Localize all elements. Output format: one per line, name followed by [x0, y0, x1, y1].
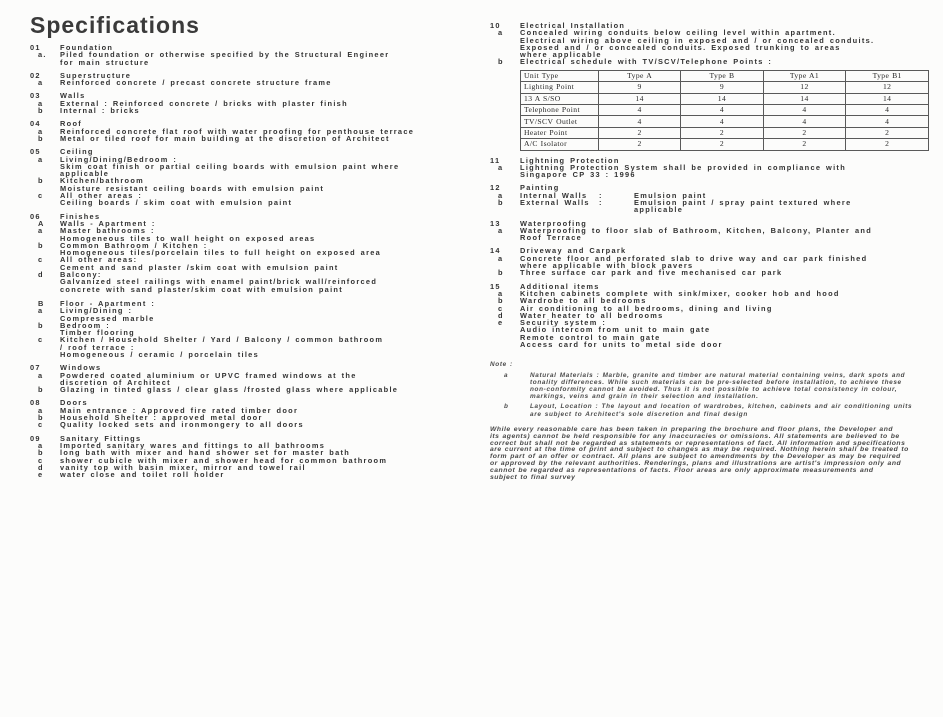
- text-line: Concealed wiring conduits below ceiling level within apartment.: [520, 28, 836, 38]
- section-number: 15: [490, 281, 501, 291]
- section-number: 03: [30, 91, 41, 101]
- note-item-text: [530, 403, 929, 417]
- table-row-label: Heater Point: [521, 127, 599, 138]
- text-line: applicable: [634, 205, 684, 215]
- item-text: [60, 471, 476, 478]
- note-item-text: [530, 372, 929, 401]
- table-cell: 4: [763, 104, 846, 115]
- spec-item: [30, 107, 476, 114]
- spec-section: [490, 157, 929, 179]
- section-title: Sanitary Fittings: [60, 433, 142, 443]
- spec-item: [30, 471, 476, 478]
- item-label: b: [498, 57, 504, 67]
- item-text: [520, 269, 929, 276]
- spec-item: [30, 156, 476, 178]
- spec-item: [490, 269, 929, 276]
- item-label: e: [38, 470, 44, 480]
- text-line: where applicable: [520, 50, 602, 60]
- table-cell: 2: [598, 139, 680, 150]
- item-label: B: [38, 298, 45, 308]
- right-sections-container: [490, 22, 929, 348]
- section-number: 08: [30, 398, 41, 408]
- item-definition: [634, 199, 929, 214]
- item-label: a: [38, 370, 44, 380]
- section-number: 07: [30, 363, 41, 373]
- text-line: Air conditioning to all bedrooms, dining and living: [520, 303, 773, 313]
- item-label: c: [498, 303, 504, 313]
- note-heading: Note :: [490, 361, 513, 369]
- text-line: Ceiling boards / skim coat with emulsion paint: [60, 198, 293, 208]
- text-line: cannot be regarded as representations of facts. Floor areas are only approximate measurements and: [490, 467, 874, 475]
- table-header-cell: Type A1: [763, 70, 846, 81]
- item-label: a: [498, 253, 504, 263]
- spec-item: [490, 227, 929, 242]
- spec-item: [30, 336, 476, 358]
- text-line: Balcony:: [60, 270, 102, 280]
- text-line: Kitchen cabinets complete with sink/mixer, cooker hob and hood: [520, 288, 840, 298]
- text-line: Skim coat finish or partial ceiling boards with emulsion paint where: [60, 161, 400, 171]
- section-title: Superstructure: [60, 70, 132, 80]
- text-line: Timber flooring: [60, 328, 135, 338]
- spec-section: [490, 22, 929, 151]
- item-text: [60, 51, 476, 66]
- item-label: d: [38, 270, 44, 280]
- table-cell: 4: [846, 116, 929, 127]
- item-label: a: [38, 405, 44, 415]
- item-label: a: [498, 288, 504, 298]
- item-label: d: [498, 310, 504, 320]
- spec-section: [30, 213, 476, 359]
- text-line: Moisture resistant ceiling boards with emulsion paint: [60, 183, 325, 193]
- note-item: [490, 372, 929, 401]
- item-label: b: [38, 413, 44, 423]
- text-line: Reinforced concrete flat roof with water proofing for penthouse terrace: [60, 126, 415, 136]
- item-label: b: [38, 133, 44, 143]
- text-line: Layout, Location : The layout and location of wardrobes, kitchen, cabinets and air conditioning units: [530, 403, 913, 411]
- section-title: Windows: [60, 363, 102, 373]
- text-line: correct but shall not be regarded as statements or representations of fact. All information and specifications: [490, 439, 906, 447]
- spec-item: [30, 242, 476, 257]
- text-line: Electrical wiring above ceiling in exposed and / or concealed conduits.: [520, 35, 875, 45]
- item-label: c: [38, 420, 44, 430]
- item-text: [520, 319, 929, 348]
- spec-section: [30, 120, 476, 142]
- text-line: Homogeneous tiles/porcelain tiles to full height on exposed area: [60, 248, 382, 258]
- table-header-cell: Type B: [681, 70, 763, 81]
- spec-item: [30, 372, 476, 387]
- item-label: a.: [38, 50, 47, 60]
- item-text: [520, 199, 929, 214]
- section-title: Driveway and Carpark: [520, 246, 627, 256]
- disclaimer-paragraph: [490, 427, 929, 482]
- item-label: b: [38, 448, 44, 458]
- text-line: While every reasonable care has been taken in preparing the brochure and floor plans, the Developer and: [490, 425, 894, 433]
- text-line: Kitchen / Household Shelter / Yard / Balcony / common bathroom: [60, 335, 384, 345]
- table-header-row: [521, 70, 929, 81]
- section-number: 06: [30, 211, 41, 221]
- spec-section: [490, 220, 929, 242]
- table-row: [521, 104, 929, 115]
- text-line: Singapore CP 33 : 1996: [520, 170, 636, 180]
- item-text: [60, 372, 476, 387]
- spec-section: [490, 247, 929, 276]
- text-line: Water heater to all bedrooms: [520, 310, 664, 320]
- text-line: Roof Terrace: [520, 233, 583, 243]
- table-row: [521, 127, 929, 138]
- item-label: a: [498, 225, 504, 235]
- item-label: a: [38, 226, 44, 236]
- section-number: 13: [490, 218, 501, 228]
- section-title: Waterproofing: [520, 218, 588, 228]
- text-line: Quality locked sets and ironmongery to all doors: [60, 420, 304, 430]
- text-line: vanity top with basin mixer, mirror and towel rail: [60, 462, 306, 472]
- item-label: b: [38, 176, 44, 186]
- text-line: are current at the time of print and subject to changes as may be required. Nothing herein shall be treated to: [490, 446, 909, 454]
- item-label: A: [38, 218, 45, 228]
- text-line: long bath with mixer and hand shower set for master bath: [60, 448, 351, 458]
- table-cell: 2: [598, 127, 680, 138]
- table-cell: 2: [681, 139, 763, 150]
- spec-item: [30, 421, 476, 428]
- section-title: Doors: [60, 398, 88, 408]
- note-item-label: b: [504, 403, 509, 411]
- table-row-label: Telephone Point: [521, 104, 599, 115]
- table-row: [521, 82, 929, 93]
- item-label: a: [38, 154, 44, 164]
- section-number: 14: [490, 246, 501, 256]
- item-text: [60, 336, 476, 358]
- item-colon: :: [599, 198, 603, 207]
- table-cell: 2: [846, 139, 929, 150]
- item-text: [60, 135, 476, 142]
- spec-section: [30, 399, 476, 428]
- spec-item: [30, 227, 476, 242]
- table-cell: 12: [763, 82, 846, 93]
- table-header-cell: Type A: [598, 70, 680, 81]
- text-line: / roof terrace :: [60, 342, 135, 352]
- item-label: b: [38, 106, 44, 116]
- text-line: discretion of Architect: [60, 377, 171, 387]
- text-line: Powdered coated aluminium or UPVC framed windows at the: [60, 370, 357, 380]
- item-label: a: [38, 78, 44, 88]
- note-item-label: a: [504, 371, 509, 379]
- spec-item: [490, 199, 929, 214]
- item-text: [520, 58, 929, 65]
- table-cell: 4: [681, 104, 763, 115]
- spec-section: [30, 435, 476, 479]
- text-line: Waterproofing to floor slab of Bathroom, Kitchen, Balcony, Planter and: [520, 225, 873, 235]
- table-header-cell: Type B1: [846, 70, 929, 81]
- item-text: [60, 192, 476, 207]
- text-line: Internal : bricks: [60, 106, 140, 116]
- text-line: Electrical schedule with TV/SCV/Telephone Points :: [520, 57, 773, 67]
- spec-item: [30, 51, 476, 66]
- item-label: b: [38, 320, 44, 330]
- item-text: [60, 307, 476, 322]
- text-line: Natural Materials : Marble, granite and timber are natural material containing veins, dark spots and: [530, 371, 906, 379]
- table-cell: 2: [681, 127, 763, 138]
- text-line: Living/Dining :: [60, 306, 133, 316]
- spec-section: [30, 364, 476, 393]
- text-line: Metal or tiled roof for main building at the discretion of Architect: [60, 133, 390, 143]
- text-line: tonality differences. While such materials can be pre-selected before installation, to achieve these: [530, 378, 902, 386]
- spec-item: [30, 322, 476, 337]
- table-header: [521, 70, 929, 81]
- spec-item: [30, 386, 476, 393]
- item-text: [60, 107, 476, 114]
- text-line: Emulsion paint / spray paint textured where: [634, 198, 852, 207]
- text-line: Main entrance : Approved fire rated timber door: [60, 405, 299, 415]
- table-cell: 14: [681, 93, 763, 104]
- spec-item: [490, 255, 929, 270]
- text-line: where applicable with block pavers: [520, 261, 694, 271]
- table-cell: 4: [598, 104, 680, 115]
- text-line: are subject to Architect's sole discretion and final design: [530, 410, 748, 418]
- item-text: [60, 242, 476, 257]
- spec-item: [30, 192, 476, 207]
- text-line: Walls - Apartment :: [60, 218, 156, 228]
- text-line: Three surface car park and five mechanised car park: [520, 268, 783, 278]
- spec-item: [490, 29, 929, 58]
- right-column: [490, 12, 929, 717]
- text-line: Compressed marble: [60, 313, 155, 323]
- table-cell: 2: [763, 127, 846, 138]
- text-line: Homogeneous tiles to wall height on exposed areas: [60, 233, 316, 243]
- spec-item: [30, 177, 476, 192]
- table-row: [521, 116, 929, 127]
- item-text: [520, 255, 929, 270]
- section-title: Painting: [520, 183, 560, 193]
- table-cell: 12: [846, 82, 929, 93]
- section-number: 09: [30, 433, 41, 443]
- item-label: e: [498, 318, 504, 328]
- table-row: [521, 139, 929, 150]
- section-title: Finishes: [60, 211, 101, 221]
- text-line: Living/Dining/Bedroom :: [60, 154, 178, 164]
- item-colon: :: [599, 190, 603, 200]
- section-number: 01: [30, 43, 41, 52]
- item-label: c: [38, 191, 44, 201]
- table-row-label: TV/SCV Outlet: [521, 116, 599, 127]
- section-title: Roof: [60, 119, 83, 129]
- spec-item: [490, 319, 929, 348]
- text-line: shower cubicle with mixer and shower head for common bathroom: [60, 455, 388, 465]
- section-number: 11: [490, 155, 501, 165]
- text-line: Cement and sand plaster /skim coat with emulsion paint: [60, 262, 339, 272]
- text-line: concrete with sand plaster/skim coat with emulsion paint: [60, 284, 344, 294]
- table-row-label: 13 A S/SO: [521, 93, 599, 104]
- text-line: Household Shelter : approved metal door: [60, 413, 263, 423]
- item-label: a: [498, 190, 504, 200]
- text-line: its agents) cannot be held responsible for any inaccuracies or omissions. All statements are believed to be: [490, 432, 900, 440]
- text-line: or approved by the relevant authorities. Renderings, plans and illustrations are artist's impression only and: [490, 460, 902, 468]
- text-line: Master bathrooms :: [60, 226, 155, 236]
- text-line: Kitchen/bathroom: [60, 176, 145, 186]
- section-title: Lightning Protection: [520, 155, 620, 165]
- section-number: 05: [30, 147, 41, 157]
- spec-item: [30, 135, 476, 142]
- item-text: [520, 164, 929, 179]
- spec-section: [490, 184, 929, 213]
- item-text: [60, 421, 476, 428]
- text-line: Concrete floor and perforated slab to drive way and car park finished: [520, 253, 868, 263]
- text-line: non-conformity cannot be avoided. Thus it is not possible to achieve total consistency in colour,: [530, 385, 898, 393]
- spec-item: [30, 307, 476, 322]
- item-text: [520, 29, 929, 58]
- item-label: c: [38, 335, 44, 345]
- section-title: Electrical Installation: [520, 21, 626, 30]
- text-line: External : Reinforced concrete / bricks with plaster finish: [60, 98, 348, 108]
- section-number: 04: [30, 119, 41, 129]
- text-line: Imported sanitary wares and fittings to all bathrooms: [60, 440, 326, 450]
- item-text: [60, 79, 476, 86]
- item-label: b: [498, 268, 504, 278]
- text-line: All other areas:: [60, 255, 138, 265]
- item-text: [60, 322, 476, 337]
- item-label: d: [38, 462, 44, 472]
- item-text: [60, 156, 476, 178]
- table-cell: 14: [763, 93, 846, 104]
- spec-item: [30, 256, 476, 271]
- text-line: Galvanized steel railings with enamel paint/brick wall/reinforced: [60, 277, 378, 287]
- spec-section: [30, 72, 476, 87]
- table-cell: 4: [846, 104, 929, 115]
- text-line: Exposed and / or concealed conduits. Exposed trunking to areas: [520, 42, 841, 52]
- table-cell: 2: [846, 127, 929, 138]
- text-line: Access card for units to metal side door: [520, 340, 723, 350]
- table-header-cell: Unit Type: [521, 70, 599, 81]
- item-text: [60, 227, 476, 242]
- table-row-label: A/C Isolator: [521, 139, 599, 150]
- item-label: a: [38, 126, 44, 136]
- spec-item: [30, 79, 476, 86]
- text-line: Floor - Apartment :: [60, 298, 156, 308]
- section-number: 10: [490, 21, 501, 30]
- item-label: c: [38, 255, 44, 265]
- text-line: water close and toilet roll holder: [60, 470, 225, 480]
- spec-section: [30, 148, 476, 206]
- item-label: c: [38, 455, 44, 465]
- spec-section: [30, 92, 476, 114]
- section-number: 02: [30, 70, 41, 80]
- item-label: a: [38, 440, 44, 450]
- text-line: Wardrobe to all bedrooms: [520, 296, 647, 306]
- item-label: a: [38, 98, 44, 108]
- text-line: Audio intercom from unit to main gate: [520, 325, 711, 335]
- item-term: Internal Walls: [520, 190, 588, 200]
- text-line: Homogeneous / ceramic / porcelain tiles: [60, 349, 259, 359]
- table-cell: 9: [681, 82, 763, 93]
- text-line: Piled foundation or otherwise specified by the Structural Engineer: [60, 50, 390, 60]
- item-label: b: [38, 240, 44, 250]
- note-block: [490, 361, 929, 417]
- note-item: [490, 403, 929, 417]
- text-line: applicable: [60, 169, 110, 179]
- table-cell: 4: [681, 116, 763, 127]
- table-cell: 9: [598, 82, 680, 93]
- section-number: 12: [490, 183, 501, 193]
- spec-section: [30, 44, 476, 66]
- text-line: for main structure: [60, 57, 150, 67]
- text-line: Emulsion paint: [634, 190, 707, 200]
- text-line: markings, veins and grain in their selection and installation.: [530, 393, 759, 401]
- spec-item: [30, 271, 476, 293]
- section-title: Ceiling: [60, 147, 94, 157]
- item-text: [60, 271, 476, 293]
- note-items-container: [490, 372, 929, 418]
- table-cell: 14: [846, 93, 929, 104]
- item-label: b: [498, 296, 504, 306]
- item-text: [60, 386, 476, 393]
- table-cell: 4: [763, 116, 846, 127]
- section-title: Foundation: [60, 43, 114, 52]
- spec-section: [490, 283, 929, 349]
- item-text: [60, 256, 476, 271]
- table-cell: 14: [598, 93, 680, 104]
- item-label: b: [498, 198, 504, 207]
- text-line: subject to final survey: [490, 474, 576, 482]
- item-label: b: [38, 385, 44, 395]
- left-column: [30, 12, 476, 717]
- text-line: form part of an offer or contract. All plans are subject to amendments by the Developer as may be required: [490, 453, 901, 461]
- table-body: [521, 82, 929, 150]
- item-label: a: [498, 28, 504, 38]
- text-line: All other areas :: [60, 191, 143, 201]
- spec-item: [490, 58, 929, 65]
- item-label: a: [498, 162, 504, 172]
- text-line: Common Bathroom / Kitchen :: [60, 240, 208, 250]
- text-line: Reinforced concrete / precast concrete structure frame: [60, 78, 332, 88]
- table-row: [521, 93, 929, 104]
- text-line: Remote control to main gate: [520, 332, 661, 342]
- section-title: Additional items: [520, 281, 600, 291]
- electrical-schedule-table: [520, 70, 929, 151]
- left-sections-container: [30, 44, 476, 478]
- table-cell: 4: [598, 116, 680, 127]
- text-line: Lightning Protection System shall be provided in compliance with: [520, 162, 847, 172]
- item-label: a: [38, 306, 44, 316]
- table-row-label: Lighting Point: [521, 82, 599, 93]
- text-line: Security system :: [520, 318, 607, 328]
- text-line: Glazing in tinted glass / clear glass /frosted glass where applicable: [60, 385, 399, 395]
- item-text: [60, 177, 476, 192]
- table-cell: 2: [763, 139, 846, 150]
- item-text: [520, 227, 929, 242]
- spec-item: [490, 164, 929, 179]
- section-title: Walls: [60, 91, 86, 101]
- page-title: Specifications: [30, 12, 200, 38]
- text-line: Bedroom :: [60, 320, 111, 330]
- item-term: External Walls: [520, 198, 590, 207]
